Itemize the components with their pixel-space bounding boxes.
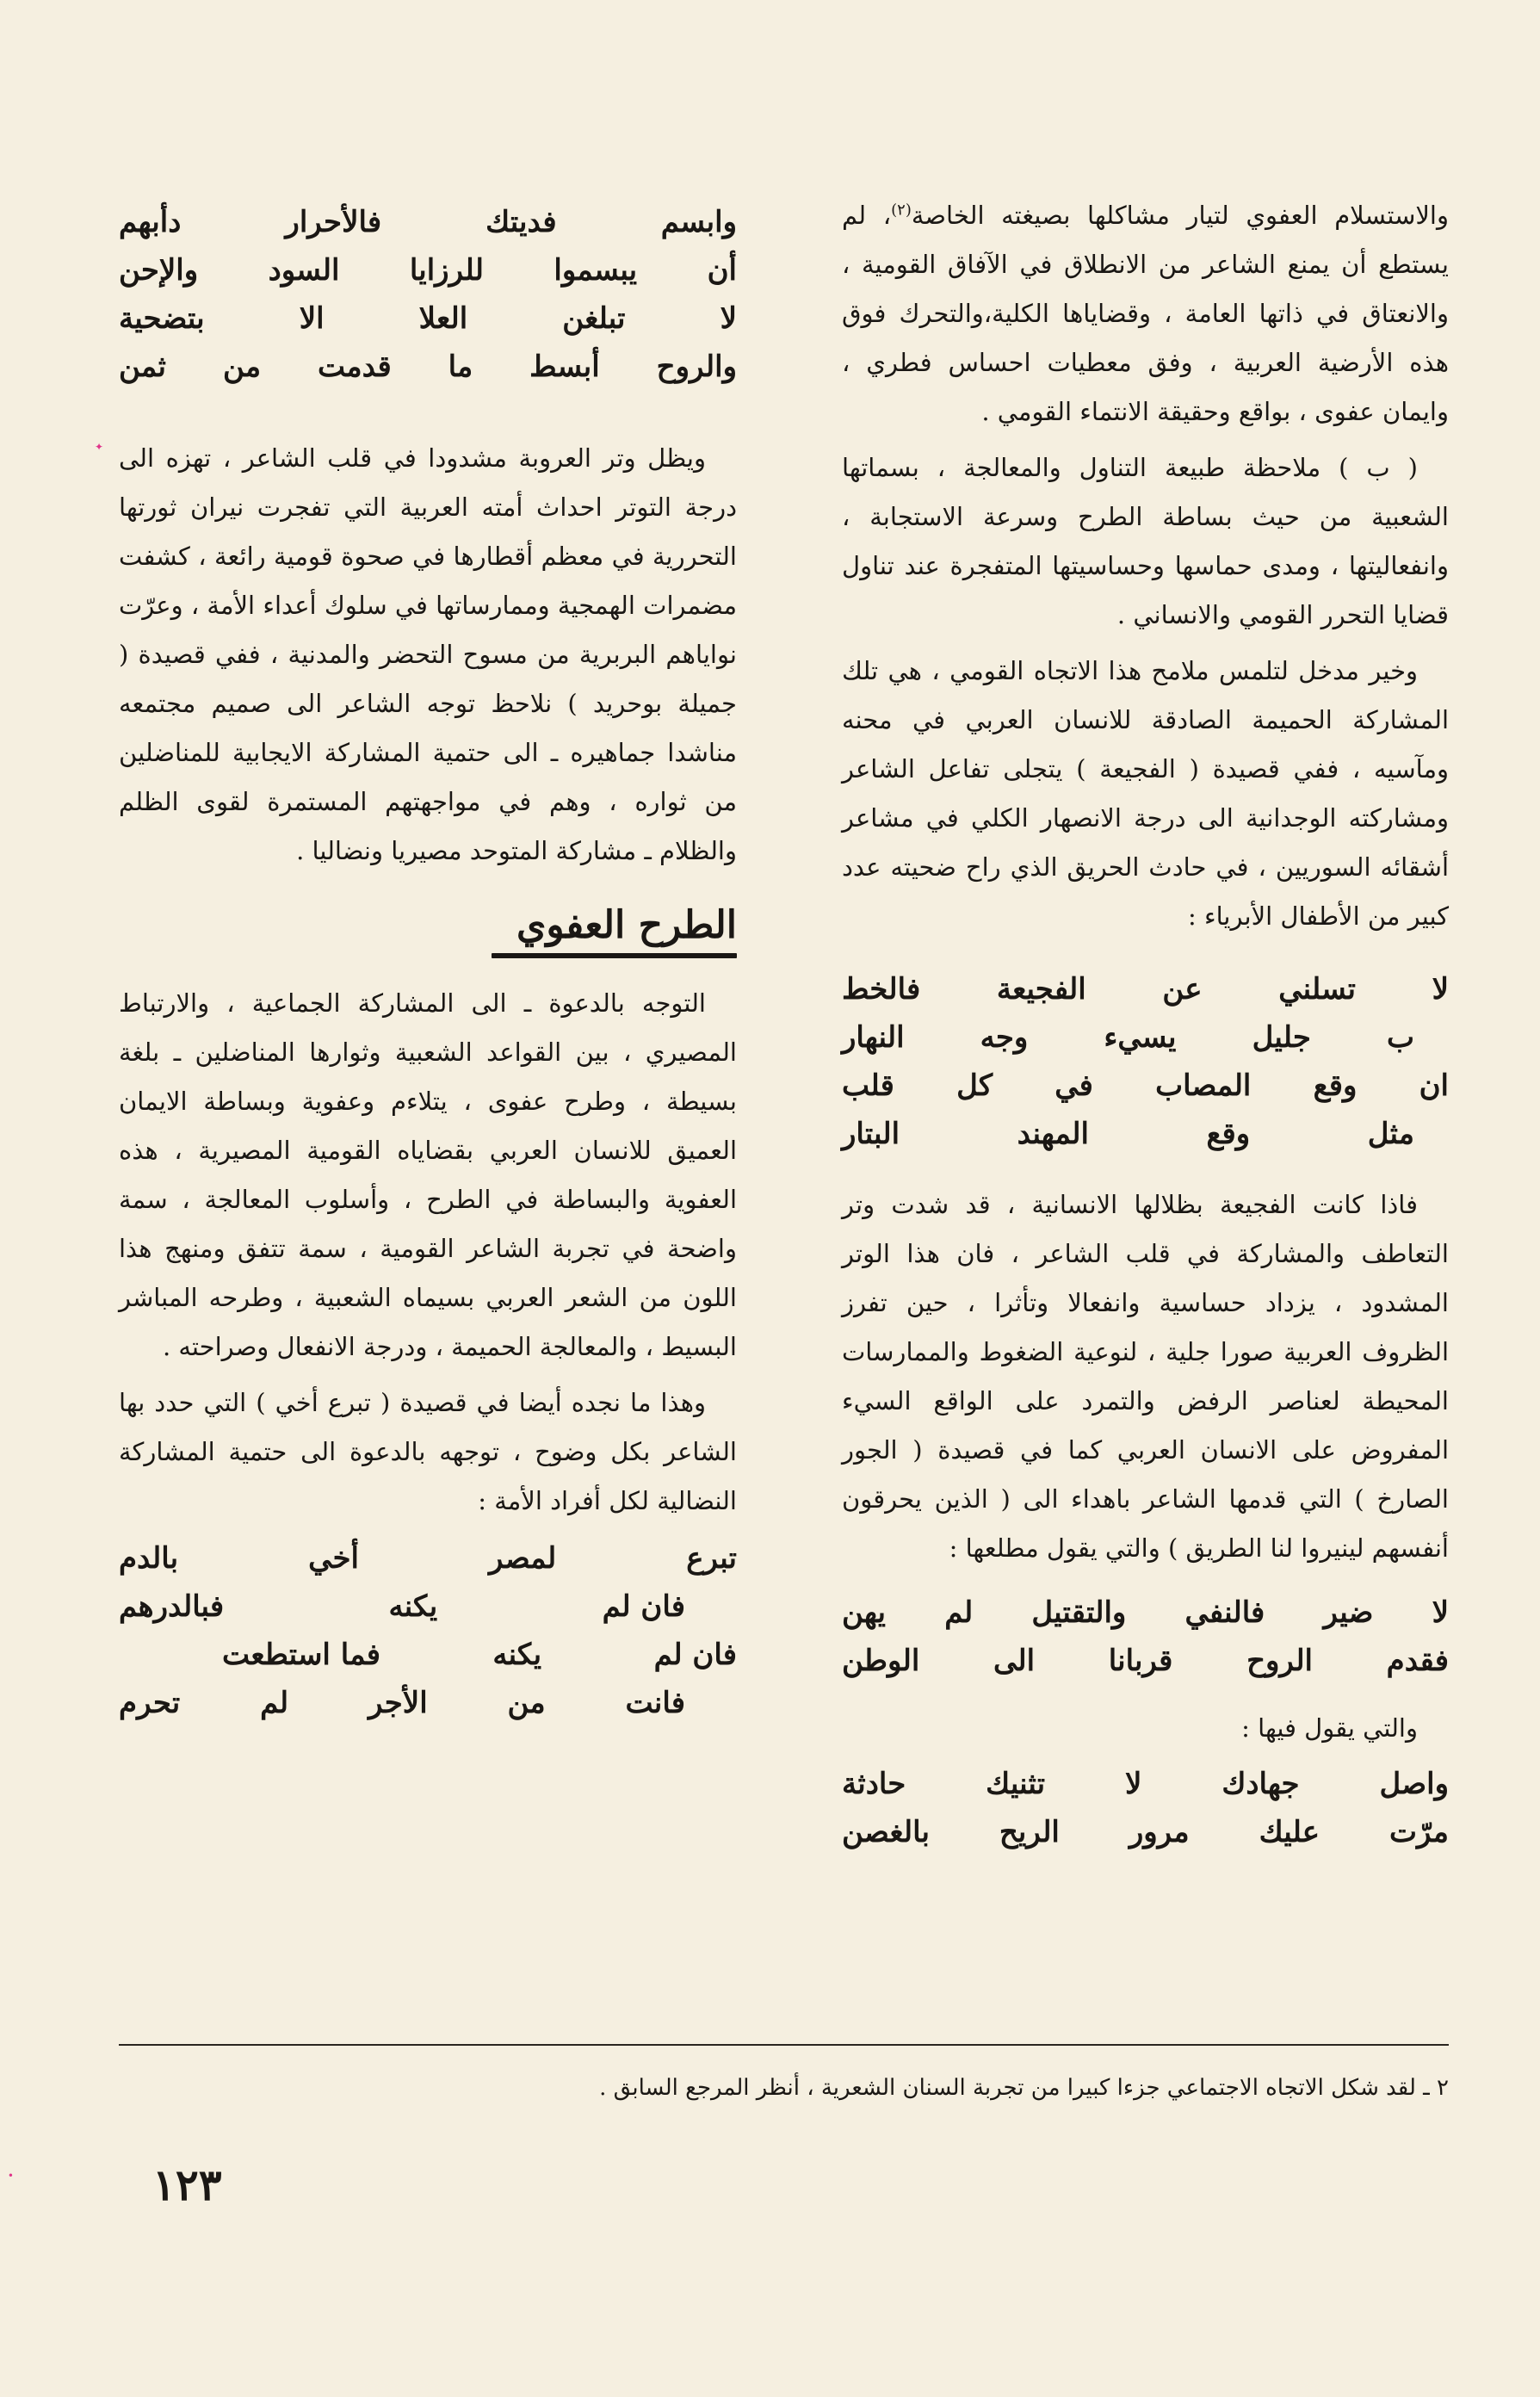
poem-verse — [119, 198, 737, 391]
verse-word: فان لم — [602, 1589, 685, 1624]
verse-word: فان لم — [653, 1638, 737, 1672]
paragraph-text: ، لم يستطع أن يمنع الشاعر من الانطلاق في الآفاق القومية ، والانعتاق في ذاتها العامة ، وقضاياها الكلية،والتحرك فوق هذه الأرضية العربية ، وفق معطيات احساس فطري ، وايمان عفوى ، بواقع وحقيقة الانتماء القومي . — [842, 201, 1449, 426]
footnote-ref: (٢) — [891, 201, 912, 220]
verse-line: واصل جهادك لا تثنيك حادثة — [842, 1767, 1449, 1801]
verse-line: ان وقع المصاب في كل قلب — [842, 1068, 1449, 1103]
verse-line: فقدم الروح قربانا الى الوطن — [842, 1644, 1449, 1678]
verse-line: مثل وقع المهند البتار — [842, 1117, 1414, 1151]
verse-word: فانت — [625, 1686, 685, 1720]
verse-line — [119, 1631, 737, 1679]
poem-verse — [842, 1760, 1449, 1856]
verse-word: فما استطعت — [222, 1638, 380, 1672]
margin-mark: • — [7, 2170, 14, 2182]
verse-line: مرّت عليك مرور الريح بالغصن — [842, 1815, 1449, 1849]
paragraph: والتي يقول فيها : — [1241, 1713, 1418, 1743]
verse-word: يكنه — [388, 1589, 438, 1624]
verse-line: لا ضير فالنفي والتقتيل لم يهن — [842, 1595, 1449, 1630]
poem-verse — [119, 1534, 737, 1727]
paragraph: وهذا ما نجده أيضا في قصيدة ( تبرع أخي ) التي حدد بها الشاعر بكل وضوح ، توجهه بالدعوة الى حتمية المشاركة النضالية لكل أفراد الأمة : — [119, 1388, 737, 1515]
verse-word: أخي — [308, 1541, 359, 1576]
paragraph: فاذا كانت الفجيعة بظلالها الانسانية ، قد شدت وتر التعاطف والمشاركة في قلب الشاعر ، فان هذا الوتر المشدود ، يزداد حساسية وانفعالا وتأثرا ، حين تفرز الظروف العربية صورا جلية ، لنوعية الضغوط والممارسات المحيطة لعناصر الرفض والتمرد على الواقع السيء المفروض على الانسان العربي كما في قصيدة ( الجور الصارخ ) التي قدمها الشاعر باهداء الى ( الذين يحرقون أنفسهم لينيروا لنا الطريق ) والتي يقول مطلعها : — [842, 1190, 1449, 1563]
verse-word: يكنه — [492, 1638, 542, 1672]
verse-word: لمصر — [488, 1541, 557, 1576]
verse-line — [119, 1534, 737, 1583]
verse-line: لا تسلني عن الفجيعة فالخط — [842, 972, 1449, 1006]
page-number: ١٢٣ — [152, 2159, 222, 2210]
verse-word: تبرع — [686, 1541, 737, 1576]
verse-line: لا تبلغن العلا الا بتضحية — [119, 301, 737, 336]
right-column — [842, 191, 1449, 1875]
verse-line: ب جليل يسيء وجه النهار — [842, 1020, 1414, 1055]
verse-word: تحرم — [119, 1686, 181, 1720]
paragraph: وخير مدخل لتلمس ملامح هذا الاتجاه القومي ، هي تلك المشاركة الحميمة الصادقة للانسان العربي في محنه ومآسيه ، ففي قصيدة ( الفجيعة ) يتجلى تفاعل الشاعر ومشاركته الوجدانية الى درجة الانصهار الكلي في مشاعر أشقائه السوريين ، في حادث الحريق الذي راح ضحيته عدد كبير من الأطفال الأبرياء : — [842, 656, 1449, 931]
paragraph-text: والاستسلام العفوي لتيار مشاكلها بصيغته الخاصة — [911, 201, 1449, 230]
verse-word: من — [507, 1686, 546, 1720]
verse-word: فبالدرهم — [119, 1589, 225, 1624]
verse-line — [119, 1583, 737, 1631]
verse-word: الأجر — [368, 1686, 428, 1720]
left-column — [119, 191, 737, 1746]
footnote: ٢ ـ لقد شكل الاتجاه الاجتماعي جزءا كبيرا من تجربة السنان الشعرية ، أنظر المرجع السابق . — [599, 2075, 1449, 2101]
verse-line — [119, 1679, 737, 1727]
verse-line: أن يبسموا للرزايا السود والإحن — [119, 253, 737, 288]
paragraph: ( ب ) ملاحظة طبيعة التناول والمعالجة ، بسماتها الشعبية من حيث بساطة الطرح وسرعة الاستجابة ، وانفعاليتها ، ومدى حماسها وحساسيتها المتفجرة عند تناول قضايا التحرر القومي والانساني . — [842, 453, 1449, 629]
verse-line: وابسم فديتك فالأحرار دأبهم — [119, 205, 737, 239]
verse-line: والروح أبسط ما قدمت من ثمن — [119, 350, 737, 384]
footnote-divider — [119, 2044, 1449, 2046]
margin-mark: ✦ — [94, 441, 103, 453]
verse-word: بالدم — [119, 1541, 179, 1576]
paragraph — [842, 191, 1449, 437]
paragraph: التوجه بالدعوة ـ الى المشاركة الجماعية ، والارتباط المصيري ، بين القواعد الشعبية وثوارها المناضلين ـ بلغة بسيطة ، وطرح عفوى ، يتلاءم وعفوية وبساطة الايمان العميق للانسان العربي بقضاياه القومية المصيرية ، هذه العفوية والبساطة في الطرح ، وأسلوب المعالجة ، سمة واضحة في تجربة الشاعر القومية ، سمة تتفق ومنهج هذا اللون من الشعر العربي بسيماه الشعبية ، وطرحه المباشر البسيط ، والمعالجة الحميمة ، ودرجة الانفعال وصراحته . — [119, 988, 737, 1361]
paragraph: ويظل وتر العروبة مشدودا في قلب الشاعر ، تهزه الى درجة التوتر احداث أمته العربية التي تفجرت نيران ثورتها التحررية في معظم أقطارها في صحوة قومية رائعة ، كشفت مضمرات الهمجية وممارساتها في سلوك أعداء الأمة ، وعرّت نواياهم البربرية من مسوح التحضر والمدنية ، ففي قصيدة ( جميلة بوحريد ) نلاحظ توجه الشاعر الى صميم مجتمعه مناشدا جماهيره ـ الى حتمية المشاركة الايجابية للمناضلين من ثواره ، وهم في مواجهتهم المستمرة لقوى الظلم والظلام ـ مشاركة المتوحد مصيريا ونضاليا . — [119, 443, 737, 865]
heading-underline — [492, 953, 737, 958]
verse-word: لم — [260, 1686, 289, 1720]
section-heading: الطرح العفوي — [516, 903, 737, 947]
poem-verse — [842, 965, 1449, 1158]
poem-verse — [842, 1589, 1449, 1685]
